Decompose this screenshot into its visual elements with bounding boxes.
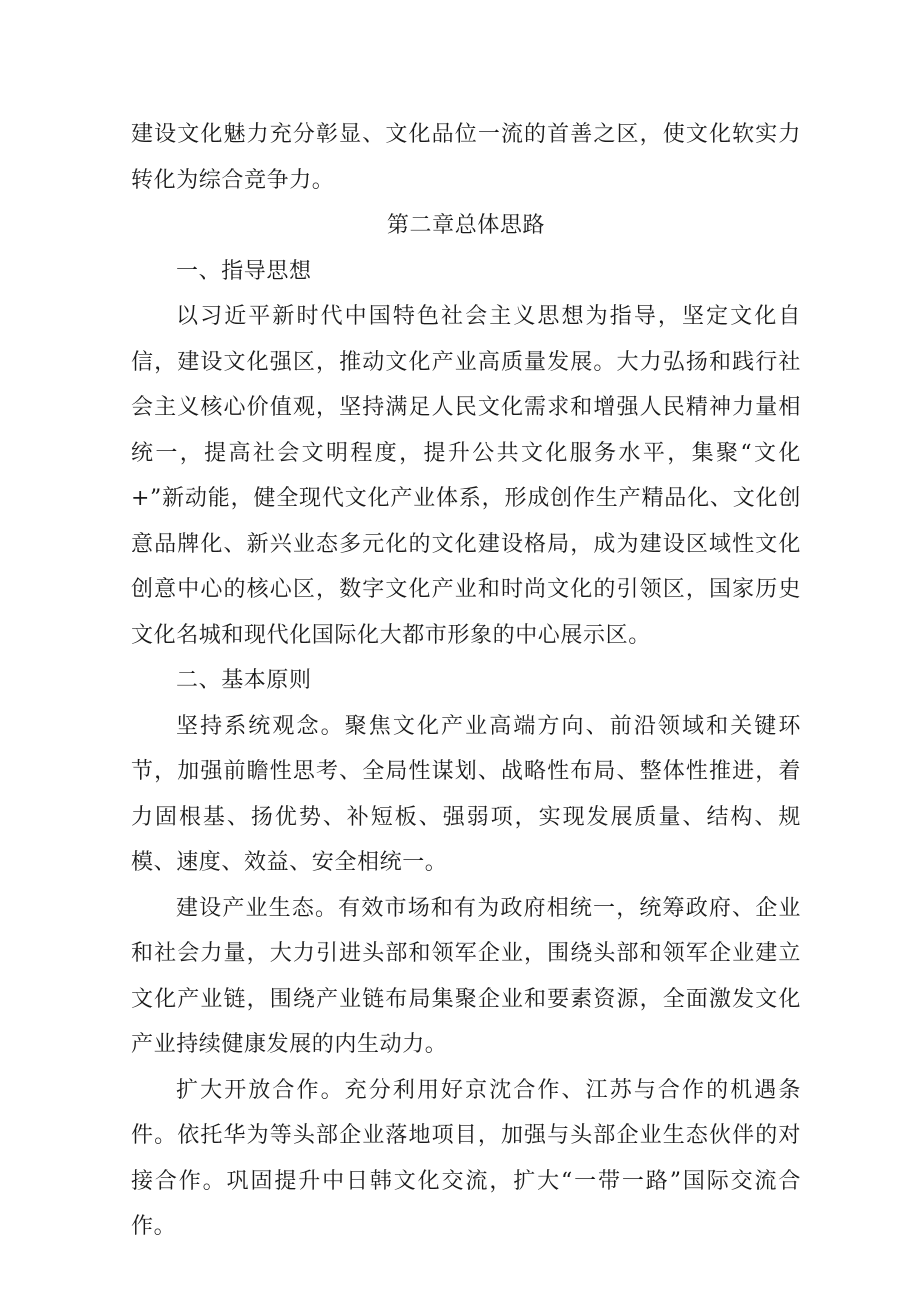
- paragraph-open-cooperation: 扩大开放合作。充分利用好京沈合作、江苏与合作的机遇条件。依托华为等头部企业落地项目，加强与头部企业生态伙伴的对接合作。巩固提升中日韩文化交流，扩大“一带一路”国际交流合作。: [131, 1077, 801, 1239]
- chapter-title: 第二章总体思路: [386, 213, 546, 238]
- document-page: [131, 112, 801, 1250]
- paragraph-systems-view: 坚持系统观念。聚焦文化产业高端方向、前沿领域和关键环节，加强前瞻性思考、全局性谋划、战略性布局、整体性推进，着力固根基、扬优势、补短板、强弱项，实现发展质量、结构、规模、速度、效益、安全相统一。: [131, 713, 801, 875]
- section-heading-guiding-ideology: 一、指导思想: [176, 258, 312, 284]
- paragraph-continuation: 建设文化魅力充分彰显、文化品位一流的首善之区，使文化软实力转化为综合竞争力。: [131, 122, 801, 193]
- section-heading-basic-principles: 二、基本原则: [176, 668, 312, 693]
- paragraph-industry-ecology: 建设产业生态。有效市场和有为政府相统一，统筹政府、企业和社会力量，大力引进头部和领军企业，围绕头部和领军企业建立文化产业链，围绕产业链布局集聚企业和要素资源，全面激发文化产业持续健康发展的内生动力。: [131, 895, 801, 1057]
- paragraph-guiding-ideology: 以习近平新时代中国特色社会主义思想为指导，坚定文化自信，建设文化强区，推动文化产业高质量发展。大力弘扬和践行社会主义核心价值观，坚持满足人民文化需求和增强人民精神力量相统一，提高社会文明程度，提升公共文化服务水平，集聚“文化+”新动能，健全现代文化产业体系，形成创作生产精品化、文化创意品牌化、新兴业态多元化的文化建设格局，成为建设区域性文化创意中心的核心区，数字文化产业和时尚文化的引领区，国家历史文化名城和现代化国际化大都市形象的中心展示区。: [131, 304, 801, 648]
